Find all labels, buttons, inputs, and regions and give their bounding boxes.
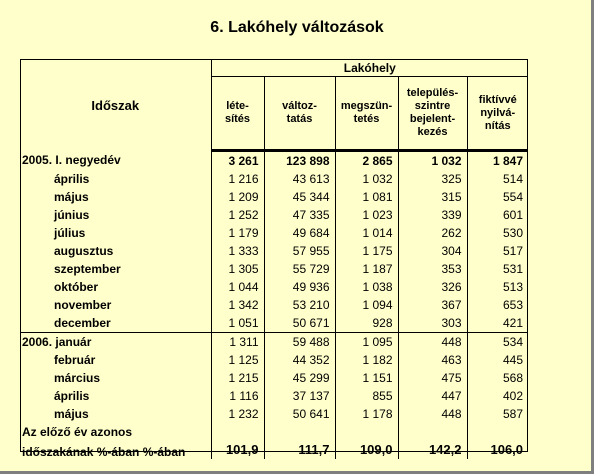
footer-cell: 142,2 bbox=[398, 423, 467, 459]
row-label: május bbox=[20, 188, 211, 206]
table-cell: 50 641 bbox=[264, 405, 335, 423]
group-header: Lakóhely bbox=[211, 60, 528, 77]
table-cell: 45 299 bbox=[264, 369, 335, 387]
table-cell: 367 bbox=[398, 296, 467, 314]
row-label: április bbox=[20, 387, 211, 405]
table-cell: 448 bbox=[398, 333, 467, 352]
row-label: április bbox=[20, 170, 211, 188]
table-cell: 1 311 bbox=[211, 333, 264, 352]
table-cell: 448 bbox=[398, 405, 467, 423]
footer-cell: 101,9 bbox=[211, 423, 264, 459]
table-cell: 45 344 bbox=[264, 188, 335, 206]
table-cell: 1 216 bbox=[211, 170, 264, 188]
row-label: július bbox=[20, 224, 211, 242]
table-cell: 326 bbox=[398, 278, 467, 296]
table-cell: 2 865 bbox=[335, 151, 398, 171]
table-cell: 353 bbox=[398, 260, 467, 278]
period-header: Időszak bbox=[20, 60, 211, 151]
row-label: október bbox=[20, 278, 211, 296]
table-cell: 49 684 bbox=[264, 224, 335, 242]
table-cell: 1 179 bbox=[211, 224, 264, 242]
table-cell: 587 bbox=[503, 407, 524, 421]
table-cell: 855 bbox=[335, 387, 398, 405]
table-cell: 1 175 bbox=[335, 242, 398, 260]
page-title: 6. Lakóhely változások bbox=[210, 19, 384, 36]
table-cell: 534 bbox=[467, 333, 528, 352]
footer-cell: 106,0 bbox=[490, 442, 524, 457]
row-label: május bbox=[20, 405, 211, 423]
table-row bbox=[20, 188, 528, 206]
table-row bbox=[20, 314, 528, 333]
table-cell: 530 bbox=[503, 226, 524, 240]
footer-cell: 109,0 bbox=[335, 423, 398, 459]
table-row bbox=[20, 351, 528, 369]
row-label: február bbox=[20, 351, 211, 369]
row-label: november bbox=[20, 296, 211, 314]
table-row bbox=[20, 224, 528, 242]
table-cell: 262 bbox=[398, 224, 467, 242]
footer-label-line1: Az előző év azonos bbox=[20, 423, 211, 441]
table-cell: 568 bbox=[503, 371, 524, 385]
table-cell: 53 210 bbox=[264, 296, 335, 314]
table-cell: 447 bbox=[398, 387, 467, 405]
table-cell: 445 bbox=[503, 353, 524, 367]
footer-cell: 111,7 bbox=[264, 423, 335, 459]
table-cell: 44 352 bbox=[264, 351, 335, 369]
table-cell: 1 081 bbox=[335, 188, 398, 206]
table-cell: 339 bbox=[398, 206, 467, 224]
table-cell: 1 032 bbox=[335, 170, 398, 188]
table-row bbox=[20, 170, 528, 188]
row-label: június bbox=[20, 206, 211, 224]
row-label: augusztus bbox=[20, 242, 211, 260]
table-cell: 1 095 bbox=[335, 333, 398, 352]
table-cell: 57 955 bbox=[264, 242, 335, 260]
table-cell: 653 bbox=[503, 298, 524, 312]
footer-label-line2: időszakának %-ában %-ában bbox=[20, 441, 211, 459]
table-cell: 1 333 bbox=[211, 242, 264, 260]
table-cell: 1 038 bbox=[335, 278, 398, 296]
table-cell: 304 bbox=[398, 242, 467, 260]
column-header-3: település- szintre bejelent- kezés bbox=[398, 77, 467, 151]
table-row bbox=[20, 151, 528, 171]
table-cell: 554 bbox=[503, 190, 524, 204]
table-cell: 402 bbox=[503, 389, 524, 403]
table-cell: 1 116 bbox=[211, 387, 264, 405]
row-label: december bbox=[20, 314, 211, 333]
table-cell: 1 023 bbox=[335, 206, 398, 224]
column-header-1: változ- tatás bbox=[264, 77, 335, 151]
table-cell: 928 bbox=[335, 314, 398, 333]
table-cell: 325 bbox=[398, 170, 467, 188]
table-cell: 1 342 bbox=[211, 296, 264, 314]
table-cell: 601 bbox=[503, 208, 524, 222]
table-cell: 475 bbox=[398, 369, 467, 387]
table-cell: 1 252 bbox=[211, 206, 264, 224]
table-cell: 463 bbox=[398, 351, 467, 369]
column-header-0: léte- sítés bbox=[211, 77, 264, 151]
table-row bbox=[20, 405, 528, 423]
table-cell: 1 305 bbox=[211, 260, 264, 278]
table-cell: 1 051 bbox=[211, 314, 264, 333]
table-cell: 1 044 bbox=[211, 278, 264, 296]
table-cell: 1 094 bbox=[335, 296, 398, 314]
column-header-2: megszün- tetés bbox=[335, 77, 398, 151]
table-cell: 47 335 bbox=[264, 206, 335, 224]
table-cell: 1 847 bbox=[493, 154, 524, 168]
table-cell: 421 bbox=[503, 316, 524, 330]
table-cell: 43 613 bbox=[264, 170, 335, 188]
table-cell: 55 729 bbox=[264, 260, 335, 278]
table-cell: 49 936 bbox=[264, 278, 335, 296]
table-row bbox=[20, 242, 528, 260]
table-row bbox=[20, 278, 528, 296]
row-label: szeptember bbox=[20, 260, 211, 278]
row-label: 2005. I. negyedév bbox=[20, 151, 211, 171]
table-row bbox=[20, 260, 528, 278]
table-cell: 37 137 bbox=[264, 387, 335, 405]
table-row bbox=[20, 369, 528, 387]
table-cell: 50 671 bbox=[264, 314, 335, 333]
table-cell: 1 014 bbox=[335, 224, 398, 242]
table-cell: 1 187 bbox=[335, 260, 398, 278]
table-cell: 303 bbox=[398, 314, 467, 333]
table-row bbox=[20, 296, 528, 314]
table-row bbox=[20, 333, 528, 352]
table-cell: 513 bbox=[503, 280, 524, 294]
table-cell: 514 bbox=[503, 172, 524, 186]
table-cell: 59 488 bbox=[264, 333, 335, 352]
table-cell: 1 151 bbox=[335, 369, 398, 387]
table-cell: 1 215 bbox=[211, 369, 264, 387]
row-label: 2006. január bbox=[20, 333, 211, 352]
row-label: március bbox=[20, 369, 211, 387]
table-cell: 1 232 bbox=[211, 405, 264, 423]
table-cell: 1 182 bbox=[335, 351, 398, 369]
table-cell: 1 178 bbox=[335, 405, 398, 423]
table-row bbox=[20, 206, 528, 224]
table-cell: 1 032 bbox=[398, 151, 467, 171]
table-cell: 3 261 bbox=[211, 151, 264, 171]
table-cell: 517 bbox=[503, 244, 524, 258]
table-cell: 531 bbox=[503, 262, 524, 276]
table-cell: 315 bbox=[398, 188, 467, 206]
data-table bbox=[20, 60, 528, 459]
table-cell: 123 898 bbox=[264, 151, 335, 171]
table-cell: 1 125 bbox=[211, 351, 264, 369]
table-row bbox=[20, 387, 528, 405]
column-header-4: fiktívvé nyilvá- nítás bbox=[467, 77, 528, 151]
table-cell: 1 209 bbox=[211, 188, 264, 206]
